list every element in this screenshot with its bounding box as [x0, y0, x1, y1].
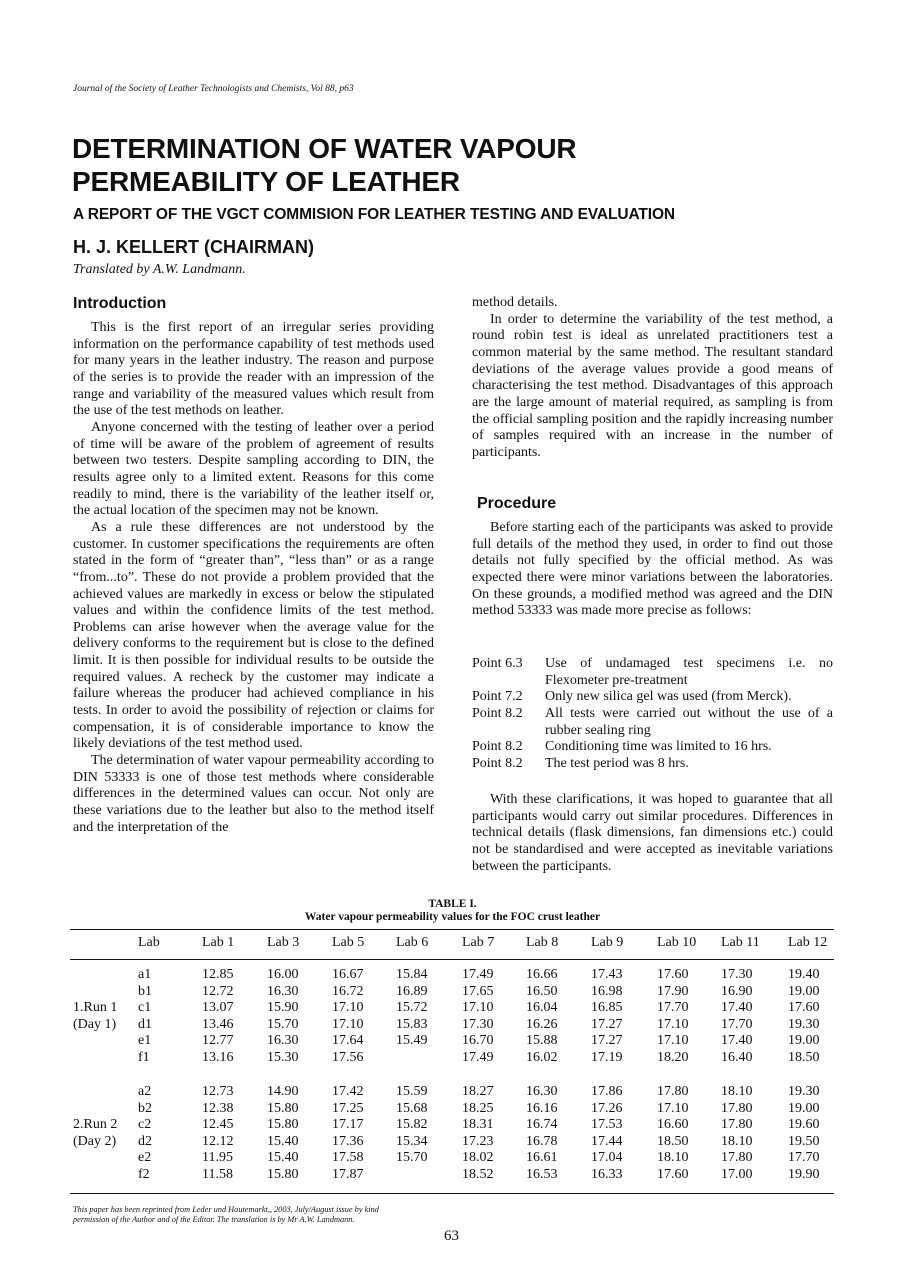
cell: 18.52 [462, 1166, 494, 1182]
cell: 16.40 [721, 1049, 753, 1065]
cell: 19.00 [788, 1100, 820, 1116]
cell: 16.67 [332, 967, 364, 982]
cell: 16.50 [526, 983, 558, 999]
procedure-point [472, 689, 833, 706]
sample-id: b1 [138, 983, 152, 999]
procedure-point [472, 756, 833, 773]
column-header: Lab [138, 935, 160, 950]
cell: 17.80 [721, 1150, 753, 1165]
column-header: Lab 10 [657, 935, 697, 950]
group-label: 1.Run 1 [73, 1000, 118, 1015]
cell: 16.85 [591, 1000, 623, 1015]
cell: 15.70 [396, 1150, 428, 1165]
cell: 17.23 [462, 1133, 494, 1149]
table-row [70, 1017, 834, 1034]
title-line-1: DETERMINATION OF WATER VAPOUR [72, 133, 577, 164]
sample-id: c2 [138, 1117, 152, 1132]
group-label: 2.Run 2 [73, 1117, 118, 1132]
cell: 12.73 [202, 1084, 234, 1099]
cell: 17.49 [462, 967, 494, 982]
cell: 16.89 [396, 983, 428, 999]
intro-paragraph: The determination of water vapour permeability according to DIN 53333 is one of those test methods where considerable differences in the determined values can occur. Not only are these variations due to the leather but also to the method itself and the interpretation of the [73, 753, 434, 835]
cell: 17.04 [591, 1150, 623, 1165]
cell: 16.26 [526, 1016, 558, 1032]
cell: 13.07 [202, 1000, 234, 1015]
cell: 17.30 [721, 967, 753, 982]
cell: 18.27 [462, 1084, 494, 1099]
cell: 15.90 [267, 1000, 299, 1015]
sample-id: a2 [138, 1084, 152, 1099]
point-text: The test period was 8 hrs. [545, 755, 689, 771]
cell: 17.58 [332, 1150, 364, 1165]
intro-paragraph: In order to determine the variability of the test method, a round robin test is ideal as unrelated practitioners test a common material by the same method. The resultant standard deviations of the average values provide a good means of characterising the test method. Disadvantages of this approach are the large amount of material required, as sampling is from the official sampling position and the rapidly increasing number of samples required with an increase in the number of participants. [472, 311, 833, 460]
cell: 15.80 [267, 1100, 299, 1116]
intro-continuation: method details. [472, 295, 558, 310]
cell: 17.42 [332, 1084, 364, 1099]
cell: 17.27 [591, 1033, 623, 1048]
cell: 17.60 [657, 967, 689, 982]
group-day-label: (Day 1) [73, 1016, 117, 1032]
article-title [72, 132, 832, 198]
table-row [70, 1050, 834, 1067]
table-row [70, 1117, 834, 1134]
cell: 16.02 [526, 1049, 558, 1065]
cell: 15.49 [396, 1033, 428, 1048]
cell: 18.02 [462, 1150, 494, 1165]
procedure-closing [472, 792, 833, 875]
procedure-point [472, 706, 833, 739]
cell: 17.00 [721, 1166, 753, 1182]
cell: 16.61 [526, 1150, 558, 1165]
cell: 19.00 [788, 983, 820, 999]
cell: 15.68 [396, 1100, 428, 1116]
cell: 16.98 [591, 983, 623, 999]
sample-id: e2 [138, 1150, 152, 1165]
cell: 19.30 [788, 1016, 820, 1032]
cell: 17.10 [657, 1033, 689, 1048]
cell: 16.53 [526, 1166, 558, 1182]
procedure-intro [472, 520, 833, 620]
cell: 17.17 [332, 1117, 364, 1132]
table-label: TABLE I. [428, 898, 477, 910]
cell: 12.12 [202, 1133, 234, 1149]
cell: 15.40 [267, 1150, 299, 1165]
cell: 19.60 [788, 1117, 820, 1132]
cell: 16.30 [267, 983, 299, 999]
column-header: Lab 6 [396, 935, 429, 950]
cell: 17.40 [721, 1000, 753, 1015]
point-text: All tests were carried out without the use of a rubber sealing ring [545, 705, 833, 738]
column-header: Lab 9 [591, 935, 624, 950]
column-header: Lab 11 [721, 935, 760, 950]
journal-header: Journal of the Society of Leather Technologists and Chemists, Vol 88, p63 [73, 84, 354, 94]
sample-id: d1 [138, 1016, 152, 1032]
introduction-heading: Introduction [73, 295, 167, 312]
procedure-paragraph: With these clarifications, it was hoped to guarantee that all participants would carry out similar procedures. Differences in technical details (flask dimensions, fan dimensions etc.) could not be standardised and were accepted as inevitable variations between the participants. [472, 792, 833, 874]
table-row [70, 1101, 834, 1118]
cell: 16.66 [526, 967, 558, 982]
cell: 17.27 [591, 1016, 623, 1032]
point-key: Point 8.2 [472, 705, 523, 721]
cell: 12.77 [202, 1033, 234, 1048]
sample-id: b2 [138, 1100, 152, 1116]
cell: 17.87 [332, 1166, 364, 1182]
page-number: 63 [444, 1228, 459, 1244]
cell: 12.85 [202, 967, 234, 982]
column-header: Lab 1 [202, 935, 235, 950]
cell: 12.45 [202, 1117, 234, 1132]
cell: 12.72 [202, 983, 234, 999]
column-header: Lab 3 [267, 935, 300, 950]
table-bottom-rule [70, 1193, 834, 1194]
footnote-line-2: permission of the Author and of the Editor. The translation is by Mr A.W. Landmann. [73, 1214, 355, 1224]
cell: 16.30 [267, 1033, 299, 1048]
cell: 16.00 [267, 967, 299, 982]
cell: 15.88 [526, 1033, 558, 1048]
point-text: Conditioning time was limited to 16 hrs. [545, 739, 772, 755]
cell: 16.16 [526, 1100, 558, 1116]
intro-paragraph: This is the first report of an irregular series providing information on the performance capability of test methods used for many years in the leather industry. The reason and purpose of the series is to provide the reader with an impression of the range and variability of the measured values which result from the use of the test methods on leather. [73, 320, 434, 419]
table-row [70, 1134, 834, 1151]
cell: 19.90 [788, 1166, 820, 1182]
cell: 17.80 [721, 1117, 753, 1132]
cell: 17.80 [657, 1084, 689, 1099]
cell: 19.00 [788, 1033, 820, 1048]
cell: 17.26 [591, 1100, 623, 1116]
cell: 17.36 [332, 1133, 364, 1149]
procedure-points [472, 656, 833, 773]
cell: 19.50 [788, 1133, 820, 1149]
cell: 16.70 [462, 1033, 494, 1048]
cell: 18.20 [657, 1049, 689, 1065]
title-line-2: PERMEABILITY OF LEATHER [72, 166, 460, 197]
cell: 15.83 [396, 1016, 428, 1032]
procedure-point [472, 739, 833, 756]
cell: 15.70 [267, 1016, 299, 1032]
table-row [70, 1033, 834, 1050]
cell: 17.56 [332, 1049, 364, 1065]
translator: Translated by A.W. Landmann. [73, 262, 246, 277]
cell: 17.64 [332, 1033, 364, 1048]
sample-id: a1 [138, 967, 152, 982]
cell: 15.82 [396, 1117, 428, 1132]
table-top-rule [70, 929, 834, 930]
cell: 18.31 [462, 1117, 494, 1132]
cell: 15.80 [267, 1166, 299, 1182]
cell: 16.33 [591, 1166, 623, 1182]
column-header: Lab 8 [526, 935, 559, 950]
cell: 17.60 [657, 1166, 689, 1182]
cell: 18.50 [657, 1133, 689, 1149]
sample-id: f2 [138, 1166, 150, 1182]
table-body [70, 966, 834, 1196]
cell: 17.44 [591, 1133, 623, 1149]
column-header: Lab 7 [462, 935, 495, 950]
cell: 17.25 [332, 1100, 364, 1116]
cell: 17.60 [788, 1000, 820, 1015]
point-text: Use of undamaged test specimens i.e. no Flexometer pre-treatment [545, 656, 833, 688]
table-row [70, 1167, 834, 1184]
cell: 16.78 [526, 1133, 558, 1149]
point-key: Point 7.2 [472, 689, 523, 705]
sample-id: c1 [138, 1000, 152, 1015]
table-row [70, 1084, 834, 1101]
cell: 12.38 [202, 1100, 234, 1116]
cell: 15.59 [396, 1084, 428, 1099]
table-row [70, 1150, 834, 1167]
cell: 17.70 [657, 1000, 689, 1015]
point-key: Point 8.2 [472, 739, 523, 755]
cell: 15.84 [396, 967, 428, 982]
cell: 17.10 [332, 1000, 364, 1015]
cell: 17.19 [591, 1049, 623, 1065]
procedure-paragraph: Before starting each of the participants was asked to provide full details of the method they used, in order to find out those details not fully specified by the official method. As was expected there were minor variations between the laboratories. On these grounds, a modified method was agreed and the DIN method 53333 was made more precise as follows: [472, 520, 833, 619]
point-key: Point 6.3 [472, 656, 523, 671]
sample-id: f1 [138, 1049, 150, 1065]
cell: 15.34 [396, 1133, 428, 1149]
cell: 18.10 [657, 1150, 689, 1165]
cell: 11.58 [202, 1166, 233, 1182]
intro-paragraph: Anyone concerned with the testing of leather over a period of time will be aware of the problem of agreement of results between two testers. Despite sampling according to DIN, the results agree only to a limited extent. Reasons for this come readily to mind, there is the variability of the leather itself or, the actual location of the specimen may not be known. [73, 419, 434, 519]
cell: 16.60 [657, 1117, 689, 1132]
introduction-continued [472, 295, 833, 462]
cell: 16.04 [526, 1000, 558, 1015]
cell: 19.40 [788, 967, 820, 982]
introduction-body [73, 320, 434, 836]
cell: 18.10 [721, 1084, 753, 1099]
cell: 17.10 [657, 1016, 689, 1032]
cell: 17.10 [657, 1100, 689, 1116]
table-row [70, 1000, 834, 1017]
cell: 13.16 [202, 1049, 234, 1065]
cell: 17.43 [591, 967, 623, 982]
author: H. J. KELLERT (CHAIRMAN) [73, 237, 314, 257]
cell: 19.30 [788, 1084, 820, 1099]
cell: 17.53 [591, 1117, 623, 1132]
cell: 17.10 [462, 1000, 494, 1015]
intro-paragraph: As a rule these differences are not understood by the customer. In customer specifications the requirements are often stated in the form of “greater than”, “less than” or as a range “from...to”. These do not provide a problem provided that the achieved values are markedly in excess or below the stipulated values and within the confidence limits of the test method. Problems can arise however when the average value for the delivery conforms to the requirement but is close to the defined limit. It is then possible for individual results to be outside the required values. A recheck by the customer may indicate a failure whereas the producer had achieved compliance in his tests. In order to avoid the possibility of rejection or claims for compensation, it is of considerable importance to know the likely deviations of the test method used. [73, 519, 434, 752]
cell: 17.49 [462, 1049, 494, 1065]
cell: 16.72 [332, 983, 364, 999]
cell: 13.46 [202, 1016, 234, 1032]
footnote [73, 1205, 379, 1224]
article-subtitle: A REPORT OF THE VGCT COMMISION FOR LEATHER TESTING AND EVALUATION [73, 206, 676, 223]
cell: 14.90 [267, 1084, 299, 1099]
sample-id: d2 [138, 1133, 152, 1149]
procedure-heading: Procedure [477, 495, 557, 512]
column-header: Lab 12 [788, 935, 828, 950]
cell: 18.25 [462, 1100, 494, 1116]
cell: 17.65 [462, 983, 494, 999]
cell: 17.30 [462, 1016, 494, 1032]
cell: 17.70 [788, 1150, 820, 1165]
group-day-label: (Day 2) [73, 1133, 117, 1149]
cell: 17.40 [721, 1033, 753, 1048]
cell: 17.10 [332, 1016, 364, 1032]
cell: 15.40 [267, 1133, 299, 1149]
cell: 16.74 [526, 1117, 558, 1132]
cell: 16.30 [526, 1084, 558, 1099]
cell: 18.50 [788, 1049, 820, 1065]
cell: 16.90 [721, 983, 753, 999]
cell: 17.70 [721, 1016, 753, 1032]
table-row [70, 967, 834, 984]
table-header-rule [70, 959, 834, 960]
cell: 11.95 [202, 1150, 233, 1165]
cell: 18.10 [721, 1133, 753, 1149]
cell: 17.90 [657, 983, 689, 999]
sample-id: e1 [138, 1033, 152, 1048]
footnote-line-1: This paper has been reprinted from Leder und Hautemarkt,, 2003, July/August issue by kind [73, 1205, 379, 1214]
column-header: Lab 5 [332, 935, 365, 950]
cell: 15.30 [267, 1049, 299, 1065]
procedure-point [472, 656, 833, 689]
cell: 15.80 [267, 1117, 299, 1132]
cell: 15.72 [396, 1000, 428, 1015]
table-caption: Water vapour permeability values for the FOC crust leather [304, 911, 601, 923]
point-key: Point 8.2 [472, 755, 523, 771]
cell: 17.80 [721, 1100, 753, 1116]
point-text: Only new silica gel was used (from Merck). [545, 689, 792, 705]
cell: 17.86 [591, 1084, 623, 1099]
table-row [70, 984, 834, 1001]
